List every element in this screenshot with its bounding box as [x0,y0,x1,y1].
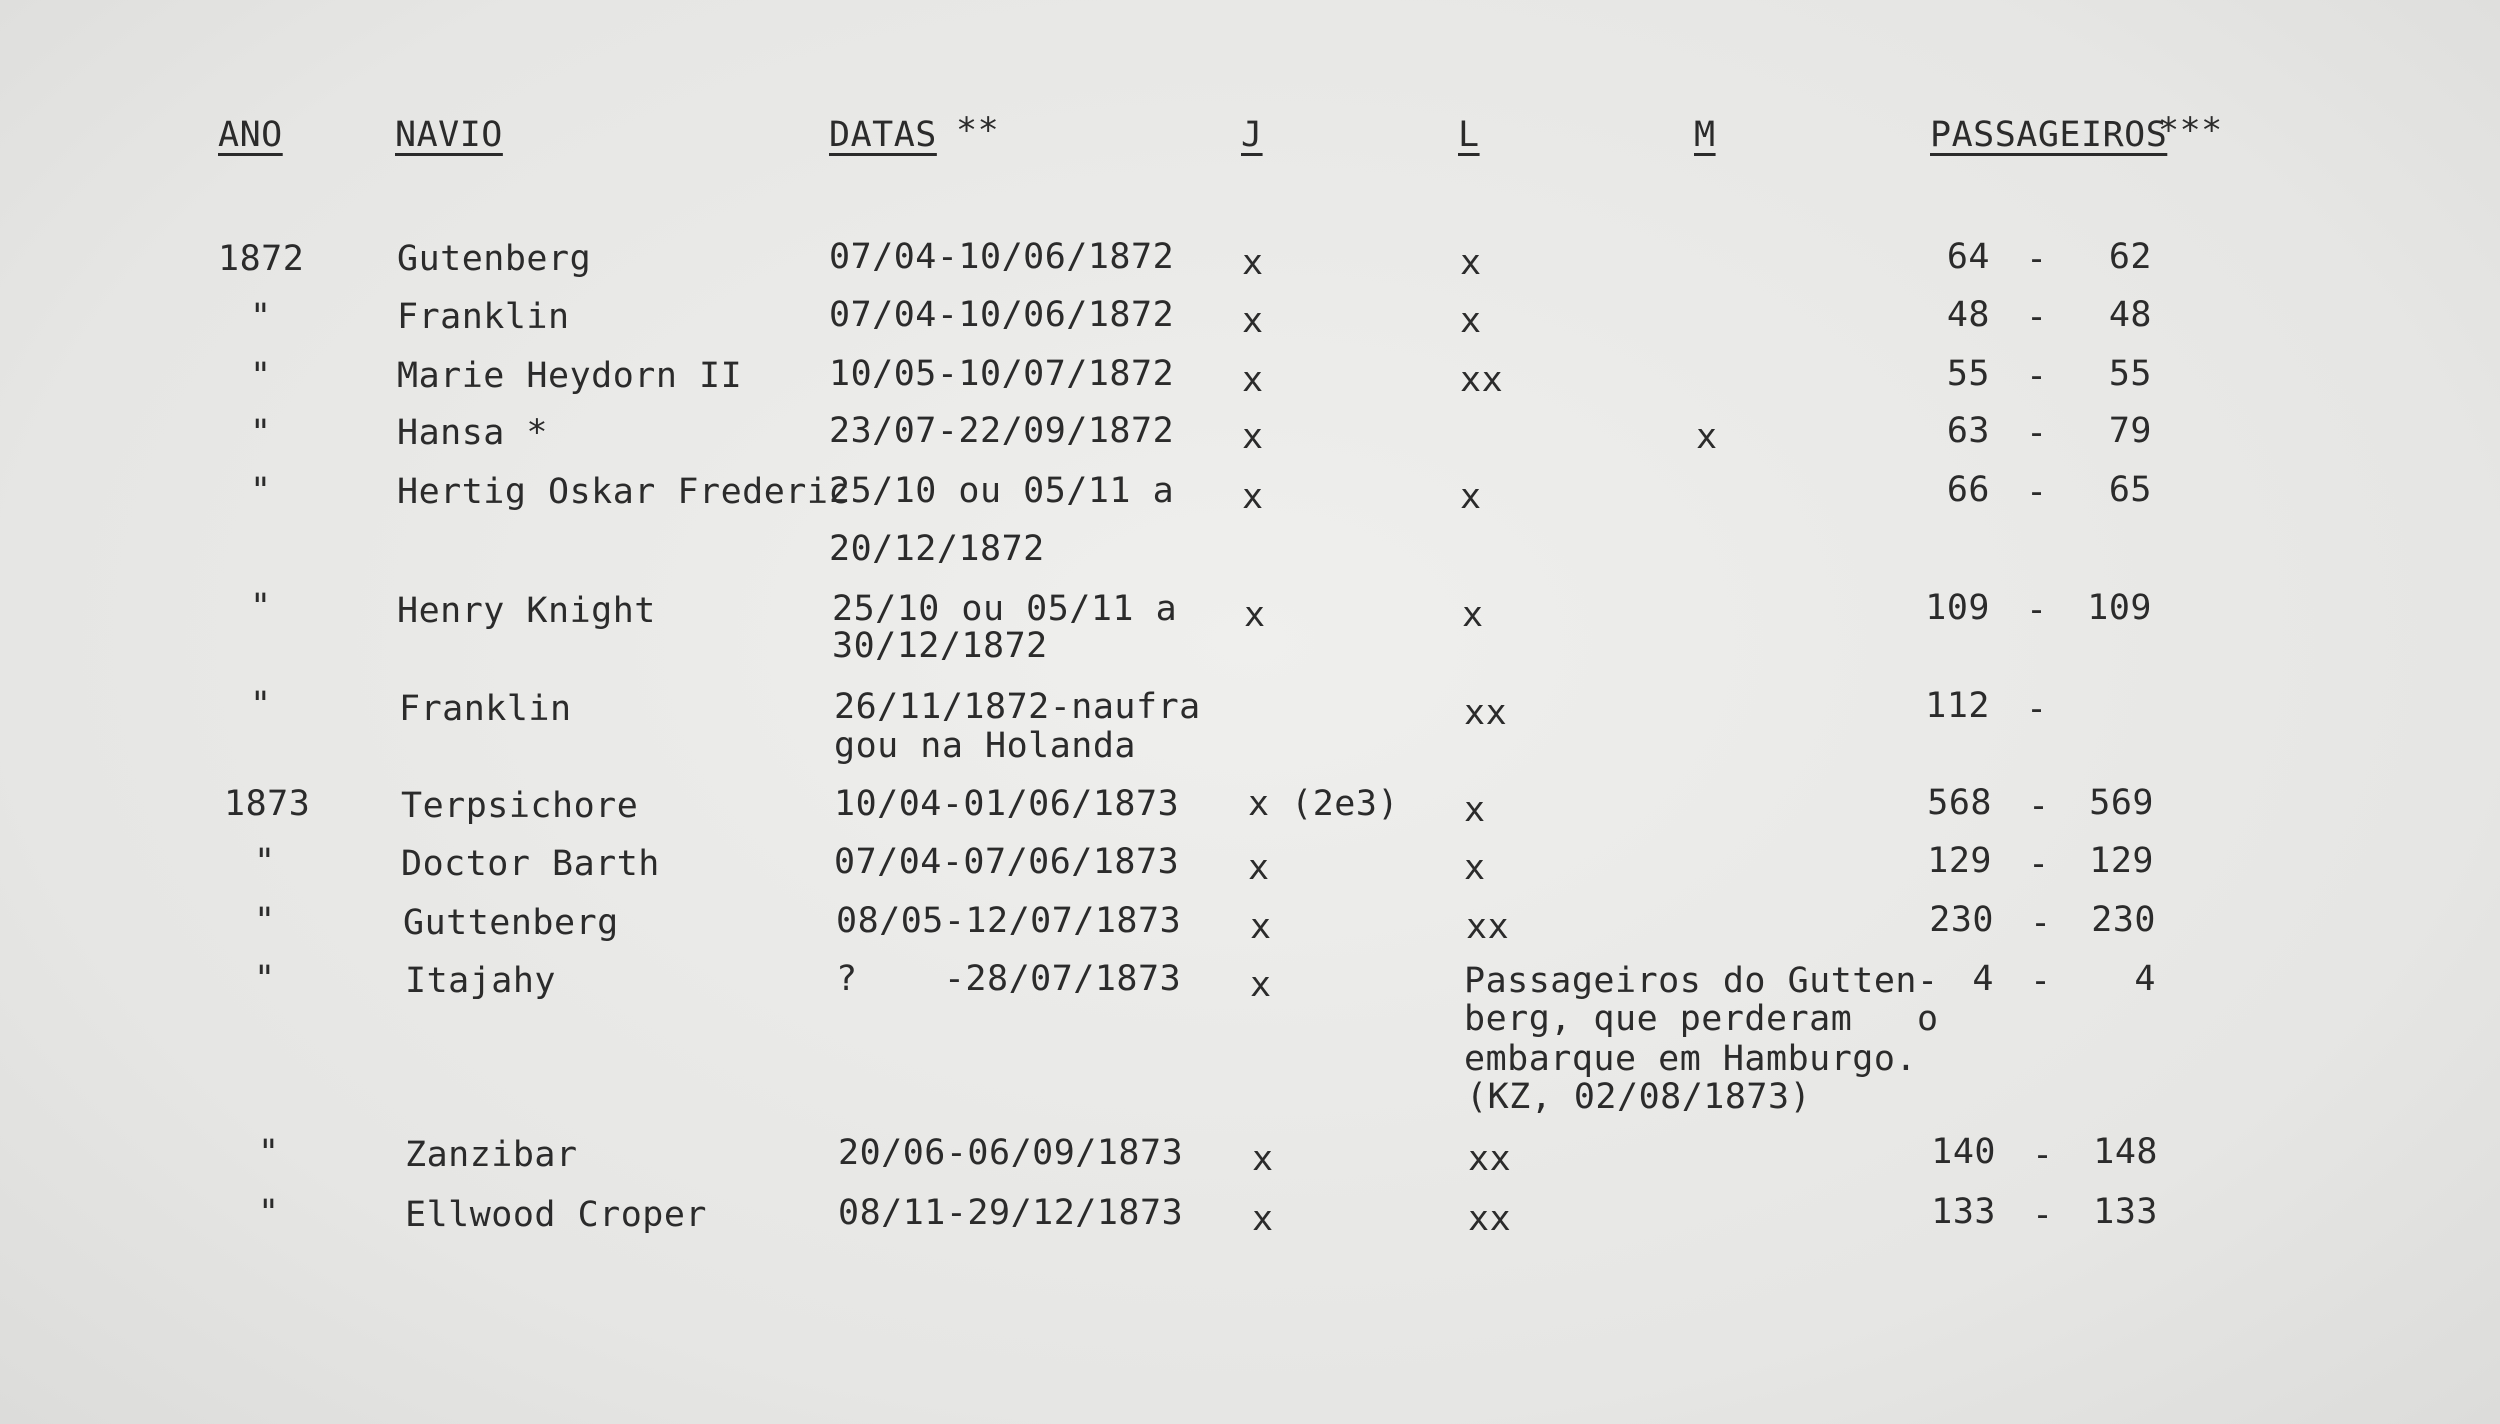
row-navio: Hansa * [397,413,549,453]
row-dash: - [2032,1195,2054,1235]
header-datas: DATAS [829,115,937,155]
row-passageiros-from: 66 [1946,470,1990,510]
row-dash: - [2030,961,2052,1001]
row-passageiros-from: 55 [1946,354,1990,394]
header-navio: NAVIO [395,115,503,155]
header-datas-mark: ** [956,111,1000,151]
header-l: L [1458,115,1480,155]
row-passageiros-to: 230 [2091,900,2156,940]
row-datas: 25/10 ou 05/11 a [832,589,1178,629]
row-m: x [1696,417,1718,457]
row-passageiros-from: 140 [1931,1132,1996,1172]
row-j: x [1252,1199,1274,1239]
row-ano: " [250,685,272,725]
row-dash: - [2028,786,2050,826]
row-passageiros-from: 109 [1925,588,1990,628]
row-ano: " [250,356,272,396]
row-datas: 07/04-10/06/1872 [829,295,1175,335]
row-passageiros-from: 4 [1972,959,1994,999]
row-j: x [1248,848,1270,888]
row-dash: - [2026,297,2048,337]
row-l: xx [1468,1139,1512,1179]
row-navio: Doctor Barth [401,844,660,884]
row-ano: " [250,471,272,511]
row-ano: 1872 [218,239,305,279]
row-navio: Gutenberg [397,239,592,279]
row-ano: " [250,413,272,453]
row-l: xx [1466,907,1510,947]
row-j: x [1244,595,1266,635]
row-l: x [1460,243,1482,283]
row-l: x [1464,790,1486,830]
row-datas: 08/05-12/07/1873 [836,901,1182,941]
row-j: x [1242,301,1264,341]
row-l: xx [1464,693,1508,733]
row-passageiros-from: 48 [1946,295,1990,335]
row-passageiros-from: 129 [1927,841,1992,881]
row-datas: 25/10 ou 05/11 a [829,471,1175,511]
header-passageiros-mark: *** [2158,111,2223,151]
row-dash: - [2026,356,2048,396]
row-dash: - [2032,1135,2054,1175]
row-dash: - [2030,903,2052,943]
header-passageiros: PASSAGEIROS [1930,115,2168,155]
row-dash: - [2026,413,2048,453]
row-passageiros-to: 569 [2089,783,2154,823]
row-l: x [1464,848,1486,888]
row-navio: Marie Heydorn II [397,356,743,396]
row-passageiros-to: 133 [2093,1192,2158,1232]
row-passageiros-to: 148 [2093,1132,2158,1172]
row-ano: " [258,1133,280,1173]
row-dash: - [2028,844,2050,884]
row-l: xx [1460,360,1504,400]
row-j: x [1242,360,1264,400]
row-datas: 10/04-01/06/1873 [834,784,1180,824]
row-note-line: (KZ, 02/08/1873) [1466,1077,1812,1117]
row-j: x [1242,477,1264,517]
row-passageiros-to: 4 [2134,959,2156,999]
row-j: x [1242,417,1264,457]
row-note-line: Passageiros do Gutten- [1464,961,1939,1001]
row-navio: Itajahy [405,961,557,1001]
row-datas-cont: 20/12/1872 [829,529,1045,569]
row-j: x [1252,1139,1274,1179]
row-datas: 20/06-06/09/1873 [838,1133,1184,1173]
row-j: x [1242,243,1264,283]
row-datas: 10/05-10/07/1872 [829,354,1175,394]
row-passageiros-from: 230 [1929,900,1994,940]
row-navio: Henry Knight [397,591,656,631]
row-navio: Ellwood Croper [405,1195,708,1235]
row-ano: " [250,587,272,627]
row-l: xx [1468,1199,1512,1239]
row-dash: - [2026,689,2048,729]
row-ano: " [254,901,276,941]
row-datas: 26/11/1872-naufra [834,687,1201,727]
row-passageiros-from: 112 [1925,686,1990,726]
row-ano: " [254,959,276,999]
row-datas: 23/07-22/09/1872 [829,411,1175,451]
row-l: x [1462,595,1484,635]
row-datas-cont: 30/12/1872 [832,626,1048,666]
row-datas: 07/04-10/06/1872 [829,237,1175,277]
row-navio: Guttenberg [403,903,619,943]
row-passageiros-from: 568 [1927,783,1992,823]
row-passageiros-from: 64 [1946,237,1990,277]
row-datas: ? -28/07/1873 [836,959,1182,999]
row-datas: 07/04-07/06/1873 [834,842,1180,882]
row-navio: Franklin [397,297,570,337]
row-note-line: embarque em Hamburgo. [1464,1039,1918,1079]
row-navio: Franklin [399,689,572,729]
row-ano: " [258,1193,280,1233]
row-note-line: berg, que perderam o [1464,999,1939,1039]
row-passageiros-to: 65 [2108,470,2152,510]
row-passageiros-from: 63 [1946,411,1990,451]
row-ano: " [254,842,276,882]
header-m: M [1694,115,1716,155]
row-passageiros-to: 62 [2108,237,2152,277]
row-l: x [1460,301,1482,341]
row-navio: Zanzibar [405,1135,578,1175]
row-passageiros-to: 129 [2089,841,2154,881]
row-passageiros-from: 133 [1931,1192,1996,1232]
row-passageiros-to: 48 [2108,295,2152,335]
row-dash: - [2026,472,2048,512]
row-ano: " [250,297,272,337]
row-navio: Terpsichore [401,786,639,826]
row-l: x [1460,477,1482,517]
row-datas-cont: gou na Holanda [834,726,1137,766]
header-j: J [1241,115,1263,155]
row-dash: - [2026,239,2048,279]
row-ano: 1873 [224,784,311,824]
row-j: x [1250,907,1272,947]
row-j: x [1250,965,1272,1005]
header-ano: ANO [218,115,283,155]
row-passageiros-to: 55 [2108,354,2152,394]
row-passageiros-to: 109 [2087,588,2152,628]
row-datas: 08/11-29/12/1873 [838,1193,1184,1233]
row-passageiros-to: 79 [2108,411,2152,451]
row-dash: - [2026,590,2048,630]
row-j: x (2e3) [1248,784,1400,824]
row-navio: Hertig Oskar Frederic [397,472,851,512]
